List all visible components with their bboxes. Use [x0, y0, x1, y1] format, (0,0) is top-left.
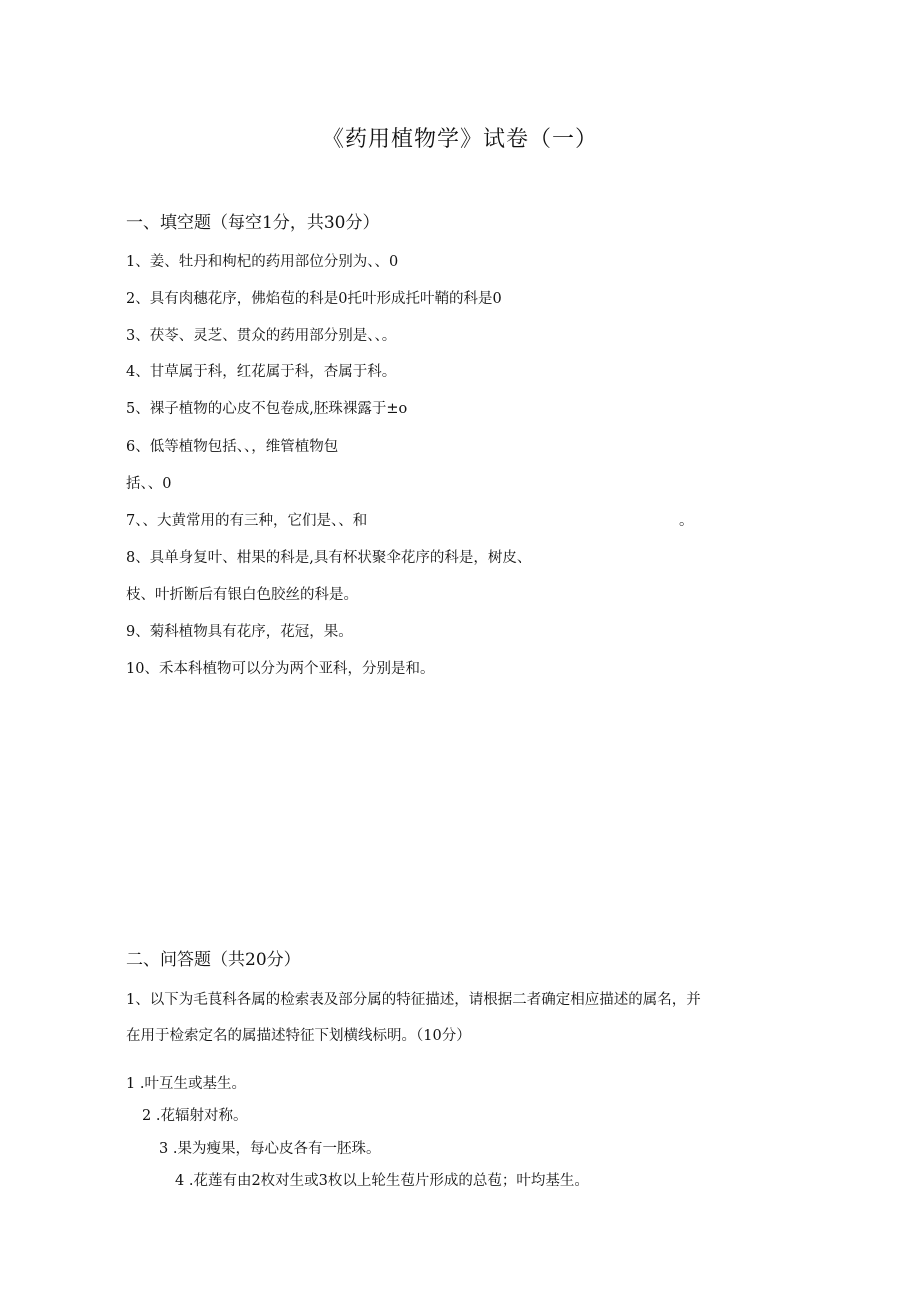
qa-question-1-line-1: 1、以下为毛茛科各属的检索表及部分属的特征描述，请根据二者确定相应描述的属名，并 [126, 992, 701, 1008]
key-item-4: 4 .花莲有由2枚对生或3枚以上轮生苞片形成的总苞；叶均基生。 [175, 1173, 589, 1189]
question-6-line-1: 6、低等植物包括、、，维管植物包 [126, 439, 339, 455]
question-6-line-2: 括、、0 [126, 476, 172, 492]
question-10: 10、禾本科植物可以分为两个亚科，分别是和。 [126, 661, 435, 677]
key-item-2: 2 .花辐射对称。 [142, 1108, 248, 1124]
question-3: 3、茯苓、灵芝、贯众的药用部分别是、、。 [126, 328, 397, 344]
section-qa-heading: 二、问答题（共20分） [126, 950, 301, 970]
question-8-line-2: 枝、叶折断后有银白色胶丝的科是。 [126, 587, 358, 603]
qa-question-1-line-2: 在用于检索定名的属描述特征下划横线标明。（10分） [126, 1028, 471, 1044]
question-7-end-mark: 。 [679, 513, 694, 529]
key-item-3: 3 .果为瘦果，每心皮各有一胚珠。 [159, 1141, 381, 1157]
key-item-1: 1 .叶互生或基生。 [126, 1076, 246, 1092]
question-7: 7、、大黄常用的有三种，它们是、、和 [126, 513, 368, 529]
question-2: 2、具有肉穗花序，佛焰苞的科是0托叶形成托叶鞘的科是0 [126, 291, 502, 307]
question-9: 9、菊科植物具有花序，花冠，果。 [126, 624, 353, 640]
exam-title: 《药用植物学》试卷（一） [321, 127, 598, 152]
section-fill-in-heading: 一、填空题（每空1分，共30分） [126, 213, 380, 233]
question-5: 5、裸子植物的心皮不包卷成,胚珠裸露于±o [126, 401, 408, 417]
question-1: 1、姜、牡丹和枸杞的药用部位分别为、、0 [126, 254, 399, 270]
question-8-line-1: 8、具单身复叶、柑果的科是,具有杯状聚伞花序的科是，树皮、 [126, 550, 532, 566]
question-4: 4、甘草属于科，红花属于科，杏属于科。 [126, 364, 397, 380]
